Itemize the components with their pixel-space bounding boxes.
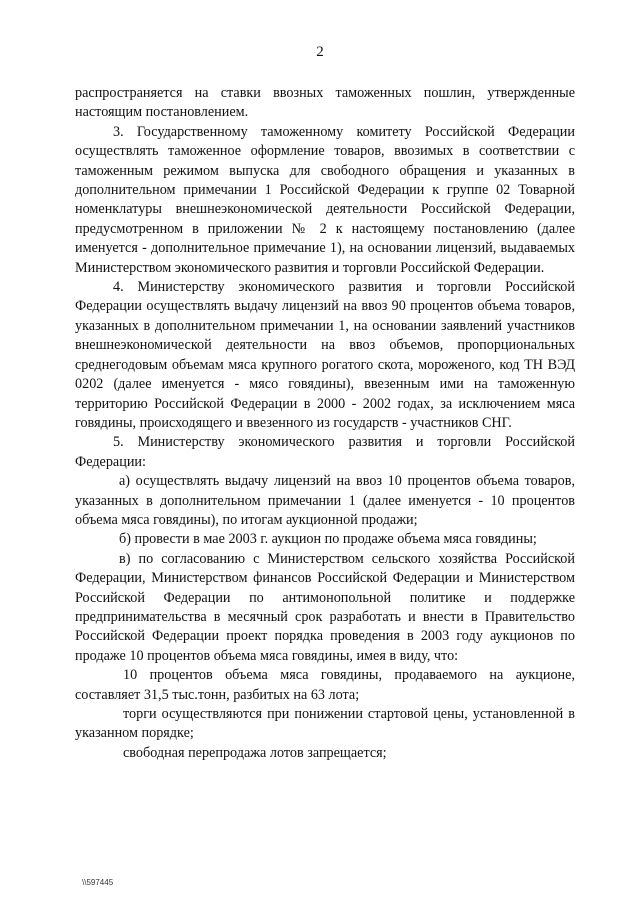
subparagraph-v: в) по согласованию с Министерством сельского хозяйства Российской Федерации, Министерством финансов Российской Федерации и Министерством Российской Федерации по антимонопольной политике и поддержке предпринимательства в месячный срок разработать и внести в Правительство Российской Федерации проект порядка проведения в 2003 году аукционов по продаже 10 процентов объема мяса говядины, имея в виду, что: [75,550,575,664]
paragraph-item-5: 5. Министерству экономического развития и торговли Российской Федерации: [75,434,575,470]
document-body [75,84,575,763]
page-number: 2 [316,44,324,60]
paragraph-item-4: 4. Министерству экономического развития и торговли Российской Федерации осуществлять выдачу лицензий на ввоз 90 процентов объема товаров, указанных в дополнительном примечании 1, на основании заявлений участников внешнеэкономической деятельности на ввоз объемов, пропорциональных среднегодовым объемам мяса крупного рогатого скота, мороженого, код ТН ВЭД 0202 (далее именуется - мясо говядины), ввезенным ими на таможенную территорию Российской Федерации в 2000 - 2002 годах, за исключением мяса говядины, происходящего и ввезенного из государств - участников СНГ. [75,279,575,431]
subparagraph-a: а) осуществлять выдачу лицензий на ввоз 10 процентов объема товаров, указанных в дополнительном примечании 1 (далее именуется - 10 процентов объема мяса говядины), по итогам аукционной продажи; [75,473,575,528]
condition-trading: торги осуществляются при понижении стартовой цены, установленной в указанном порядке; [75,706,575,742]
subparagraph-b: б) провести в мае 2003 г. аукцион по продаже объема мяса говядины; [119,531,537,548]
condition-resale: свободная перепродажа лотов запрещается; [123,744,387,761]
document-code: \\597445 [82,878,114,887]
condition-lots: 10 процентов объема мяса говядины, продаваемого на аукционе, составляет 31,5 тыс.тонн, разбитых на 63 лота; [75,667,575,703]
paragraph-continuation: распространяется на ставки ввозных таможенных пошлин, утвержденные настоящим постановлением. [75,85,575,121]
paragraph-item-3: 3. Государственному таможенному комитету Российской Федерации осуществлять таможенное оформление товаров, ввозимых в соответствии с таможенным режимом выпуска для свободного обращения и указанных в дополнительном примечании 1 Российской Федерации к группе 02 Товарной номенклатуры внешнеэкономической деятельности Российской Федерации, предусмотренном в приложении № 2 к настоящему постановлению (далее именуется - дополнительное примечание 1), на основании лицензий, выдаваемых Министерством экономического развития и торговли Российской Федерации. [75,123,575,276]
